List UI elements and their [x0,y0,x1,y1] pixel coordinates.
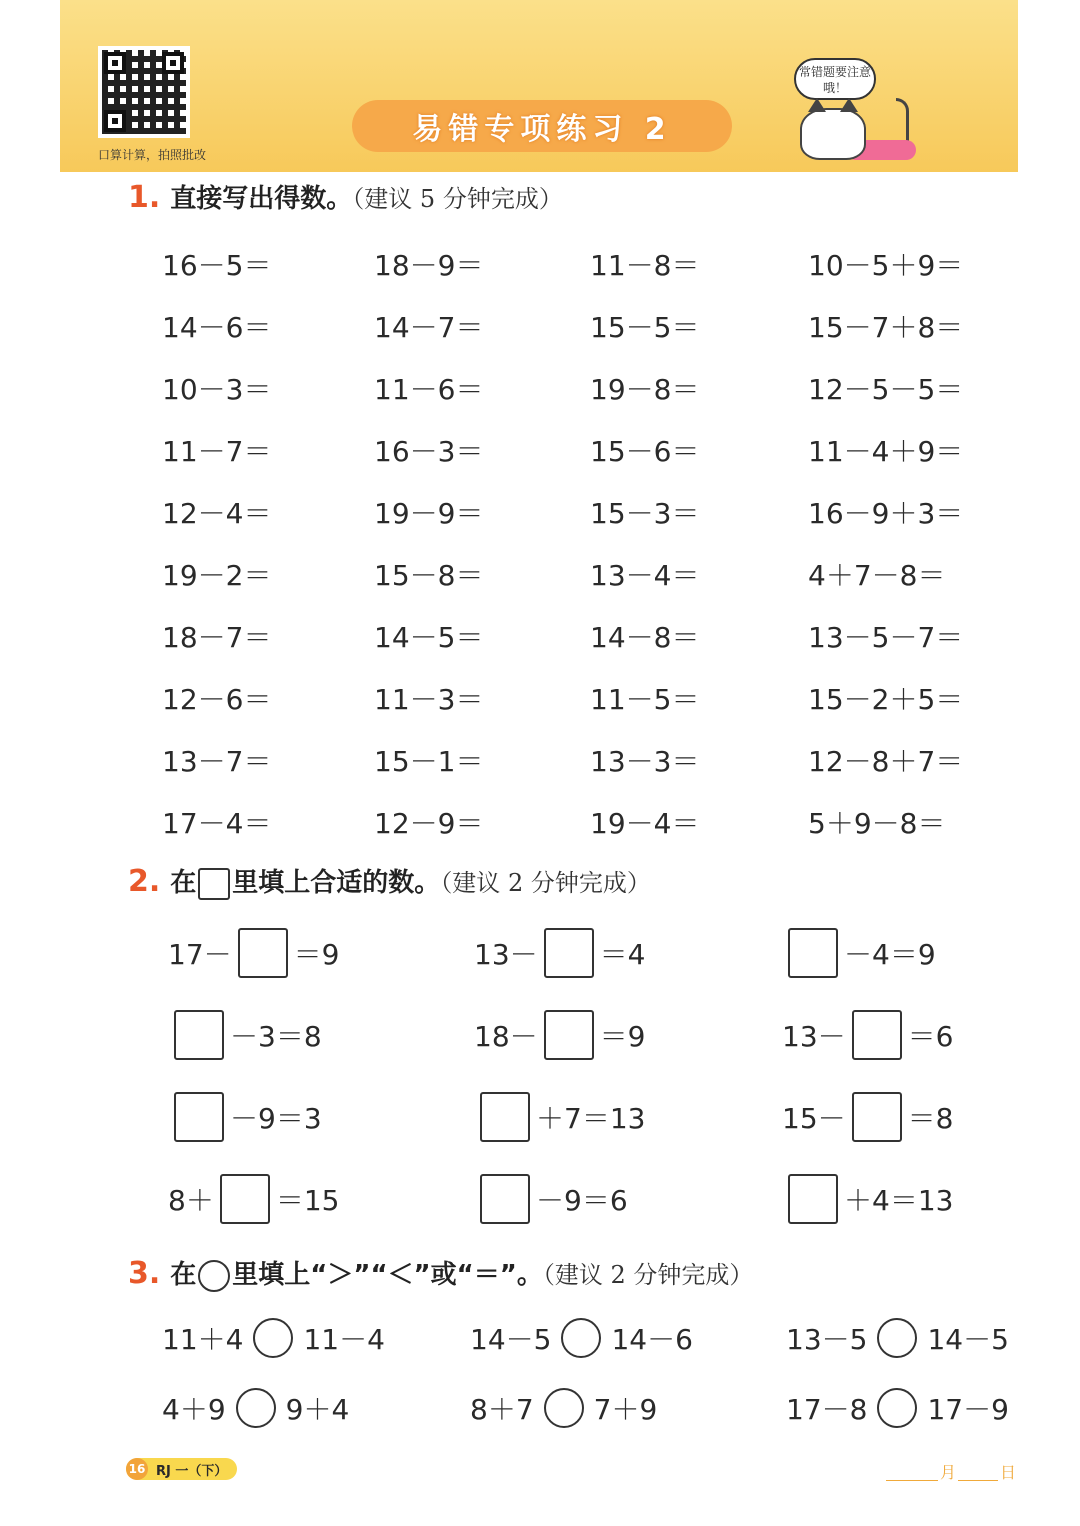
book-label: RJ 一（下） [156,1463,228,1479]
compare-right: 7＋9 [593,1393,658,1426]
arithmetic-problem: 13－7＝ [162,745,272,778]
problem-right: ＋7＝13 [536,1102,646,1135]
fill-box-problem [782,1010,953,1060]
arithmetic-problem: 12－8＋7＝ [808,745,964,778]
arithmetic-problem: 15－2＋5＝ [808,683,964,716]
answer-box[interactable] [220,1174,270,1224]
fill-box-problem [168,1174,339,1224]
section1-number: 1. [128,180,161,215]
compare-circle[interactable] [544,1388,584,1428]
compare-circle[interactable] [877,1318,917,1358]
section2-title-post: 里填上合适的数。 [232,868,441,898]
compare-problem [786,1318,1009,1358]
compare-left: 8＋7 [470,1393,534,1426]
month-blank[interactable] [886,1480,938,1481]
arithmetic-problem: 13－3＝ [590,745,700,778]
arithmetic-problem: 19－9＝ [374,497,484,530]
answer-box[interactable] [544,928,594,978]
fill-box-problem [168,1092,322,1142]
arithmetic-problem: 19－2＝ [162,559,272,592]
compare-problem [470,1388,657,1428]
answer-box[interactable] [544,1010,594,1060]
arithmetic-problem: 12－5－5＝ [808,373,964,406]
answer-box[interactable] [174,1092,224,1142]
compare-left: 4＋9 [162,1393,226,1426]
fill-box-problem [474,1174,628,1224]
arithmetic-problem: 11－8＝ [590,249,700,282]
section2-title-pre: 在 [170,868,197,898]
compare-right: 14－6 [611,1323,693,1356]
section3-title-post: 里填上“＞”“＜”或“＝”。 [232,1260,543,1290]
problem-right: ＝6 [907,1020,954,1053]
arithmetic-problem: 19－8＝ [590,373,700,406]
arithmetic-problem: 15－3＝ [590,497,700,530]
arithmetic-problem: 11－4＋9＝ [808,435,964,468]
month-label: 月 [940,1463,957,1482]
arithmetic-problem: 16－9＋3＝ [808,497,964,530]
section2-hint: （建议 2 分钟完成） [440,869,651,897]
arithmetic-problem: 11－6＝ [374,373,484,406]
answer-box[interactable] [788,1174,838,1224]
section3-number: 3. [128,1256,161,1291]
fill-box-problem [782,928,936,978]
problem-left: 17－ [168,938,232,971]
answer-box[interactable] [852,1010,902,1060]
arithmetic-problem: 15－7＋8＝ [808,311,964,344]
section3-title [128,1254,753,1292]
section3-title-pre: 在 [170,1260,197,1290]
problem-right: ＝9 [599,1020,646,1053]
arithmetic-problem: 12－4＝ [162,497,272,530]
day-blank[interactable] [958,1480,998,1481]
compare-problem [162,1318,385,1358]
compare-right: 17－9 [927,1393,1009,1426]
compare-problem [470,1318,693,1358]
answer-box[interactable] [788,928,838,978]
problem-right: －3＝8 [230,1020,322,1053]
answer-box[interactable] [852,1092,902,1142]
section2-number: 2. [128,864,161,899]
speech-bubble: 常错题要注意哦！ [794,58,876,100]
arithmetic-problem: 16－5＝ [162,249,272,282]
arithmetic-problem: 15－1＝ [374,745,484,778]
arithmetic-problem: 14－8＝ [590,621,700,654]
arithmetic-problem: 12－6＝ [162,683,272,716]
fill-box-problem [168,1010,322,1060]
answer-box[interactable] [480,1174,530,1224]
arithmetic-problem: 10－3＝ [162,373,272,406]
fill-box-problem [782,1092,953,1142]
compare-left: 11＋4 [162,1323,244,1356]
section1-hint: （建议 5 分钟完成） [352,185,563,213]
arithmetic-problem: 13－4＝ [590,559,700,592]
compare-right: 9＋4 [285,1393,350,1426]
arithmetic-problem: 5＋9－8＝ [808,807,946,840]
arithmetic-problem: 17－4＝ [162,807,272,840]
compare-problem [162,1388,349,1428]
circle-symbol-icon [198,1260,230,1292]
answer-box[interactable] [480,1092,530,1142]
problem-right: ＝15 [275,1184,340,1217]
arithmetic-problem: 18－7＝ [162,621,272,654]
compare-circle[interactable] [253,1318,293,1358]
problem-right: ＋4＝13 [844,1184,954,1217]
problem-left: 18－ [474,1020,538,1053]
fill-box-problem [474,928,645,978]
problem-right: －9＝6 [536,1184,628,1217]
arithmetic-problem: 14－7＝ [374,311,484,344]
problem-left: 15－ [782,1102,846,1135]
problem-right: －9＝3 [230,1102,322,1135]
problem-left: 13－ [782,1020,846,1053]
section1-title-text: 直接写出得数。 [170,184,353,214]
footer-badge [126,1458,237,1480]
arithmetic-problem: 14－5＝ [374,621,484,654]
compare-circle[interactable] [561,1318,601,1358]
page-number: 16 [126,1458,148,1480]
compare-problem [786,1388,1009,1428]
fill-box-problem [474,1092,645,1142]
fill-box-problem [782,1174,953,1224]
compare-left: 14－5 [470,1323,552,1356]
problem-right: ＝8 [907,1102,954,1135]
arithmetic-problem: 4＋7－8＝ [808,559,946,592]
arithmetic-problem: 11－5＝ [590,683,700,716]
compare-left: 17－8 [786,1393,868,1426]
arithmetic-problem: 19－4＝ [590,807,700,840]
problem-right: ＝9 [293,938,340,971]
arithmetic-problem: 15－6＝ [590,435,700,468]
arithmetic-problem: 13－5－7＝ [808,621,964,654]
answer-box[interactable] [238,928,288,978]
problem-left: 8＋ [168,1184,214,1217]
arithmetic-problem: 12－9＝ [374,807,484,840]
compare-left: 13－5 [786,1323,868,1356]
fill-box-problem [474,1010,645,1060]
qr-code[interactable] [98,46,190,138]
day-label: 日 [1000,1463,1017,1482]
compare-circle[interactable] [236,1388,276,1428]
arithmetic-problem: 15－8＝ [374,559,484,592]
section1-title [128,178,563,215]
arithmetic-problem: 14－6＝ [162,311,272,344]
section2-title [128,862,651,900]
answer-box[interactable] [174,1010,224,1060]
arithmetic-problem: 16－3＝ [374,435,484,468]
box-symbol-icon [198,868,230,900]
fill-box-problem [168,928,339,978]
compare-circle[interactable] [877,1388,917,1428]
arithmetic-problem: 10－5＋9＝ [808,249,964,282]
compare-right: 11－4 [303,1323,385,1356]
compare-right: 14－5 [927,1323,1009,1356]
arithmetic-problem: 11－3＝ [374,683,484,716]
arithmetic-problem: 11－7＝ [162,435,272,468]
cat-mascot-icon [800,108,866,160]
section3-hint: （建议 2 分钟完成） [542,1261,754,1289]
problem-right: ＝4 [599,938,646,971]
qr-caption: 口算计算，拍照批改 [98,148,207,162]
problem-right: －4＝9 [844,938,936,971]
arithmetic-problem: 15－5＝ [590,311,700,344]
page-title: 易错专项练习 2 [412,112,672,147]
problem-left: 13－ [474,938,538,971]
arithmetic-problem: 18－9＝ [374,249,484,282]
